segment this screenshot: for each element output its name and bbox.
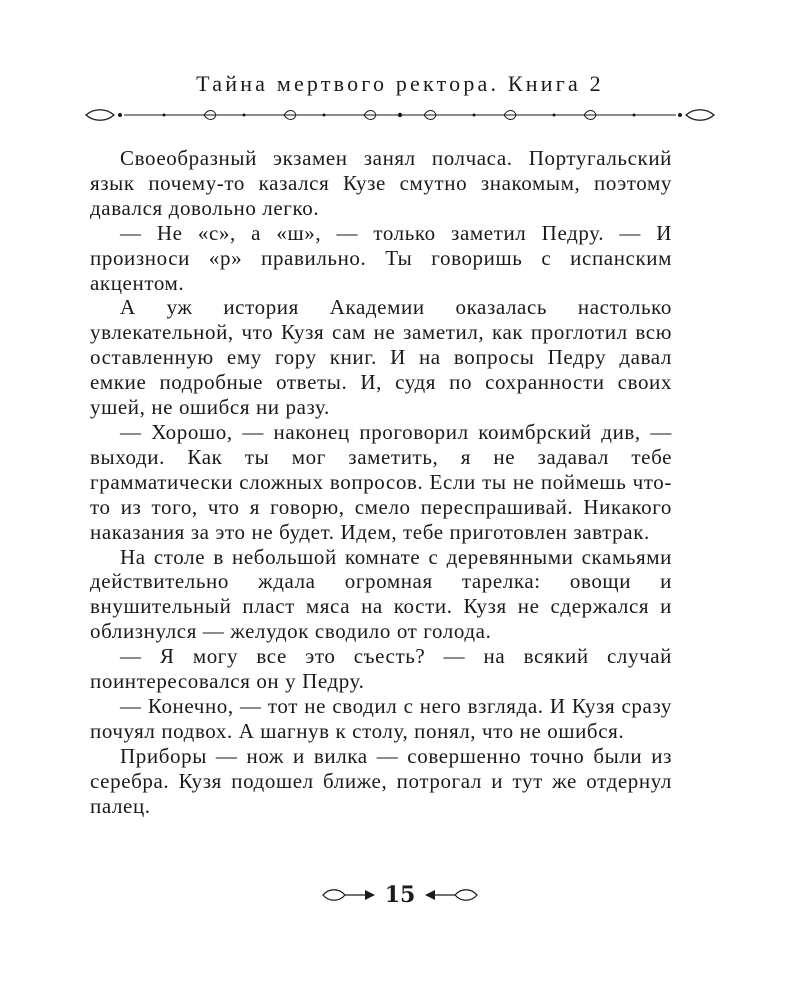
paragraph: — Конечно, — тот не сводил с него взгляда. И Кузя сразу почуял подвох. А шагнув к столу, понял, что не ошибся. xyxy=(90,693,672,743)
paragraph: — Хорошо, — наконец проговорил коимбрский див, — выходи. Как ты мог заметить, я не задавал тебе грамматически сложных вопросов. Если ты не поймешь что-то из того, что я говорю, смело переспрашивай. Никакого наказания за это не будет. Идем, тебе приготовлен завтрак. xyxy=(90,419,672,544)
header-ornament-divider xyxy=(84,108,716,122)
running-header: Тайна мертвого ректора. Книга 2 xyxy=(196,71,604,96)
paragraph: — Не «с», а «ш», — только заметил Педру. — И произноси «р» правильно. Ты говоришь с испанским акцентом. xyxy=(90,220,672,295)
body-text xyxy=(90,146,672,818)
left-flourish-icon xyxy=(321,888,377,902)
page-footer xyxy=(0,880,800,910)
right-flourish-icon xyxy=(423,888,479,902)
paragraph: — Я могу все это съесть? — на всякий случай поинтересовался он у Педру. xyxy=(90,644,672,694)
paragraph: Приборы — нож и вилка — совершенно точно были из серебра. Кузя подошел ближе, потрогал и тут же отдернул палец. xyxy=(90,743,672,818)
paragraph: На столе в небольшой комнате с деревянными скамьями действительно ждала огромная тарелка: овощи и внушительный пласт мяса на кости. Кузя не сдержался и облизнулся — желудок сводило от голода. xyxy=(90,544,672,644)
paragraph: А уж история Академии оказалась настолько увлекательной, что Кузя сам не заметил, как проглотил всю оставленную ему гору книг. И на вопросы Педру давал емкие подробные ответы. И, судя по сохранности своих ушей, не ошибся ни разу. xyxy=(90,295,672,420)
paragraph: Своеобразный экзамен занял полчаса. Португальский язык почему-то казался Кузе смутно знакомым, поэтому давался довольно легко. xyxy=(90,146,672,220)
page-number: 15 xyxy=(384,882,416,908)
